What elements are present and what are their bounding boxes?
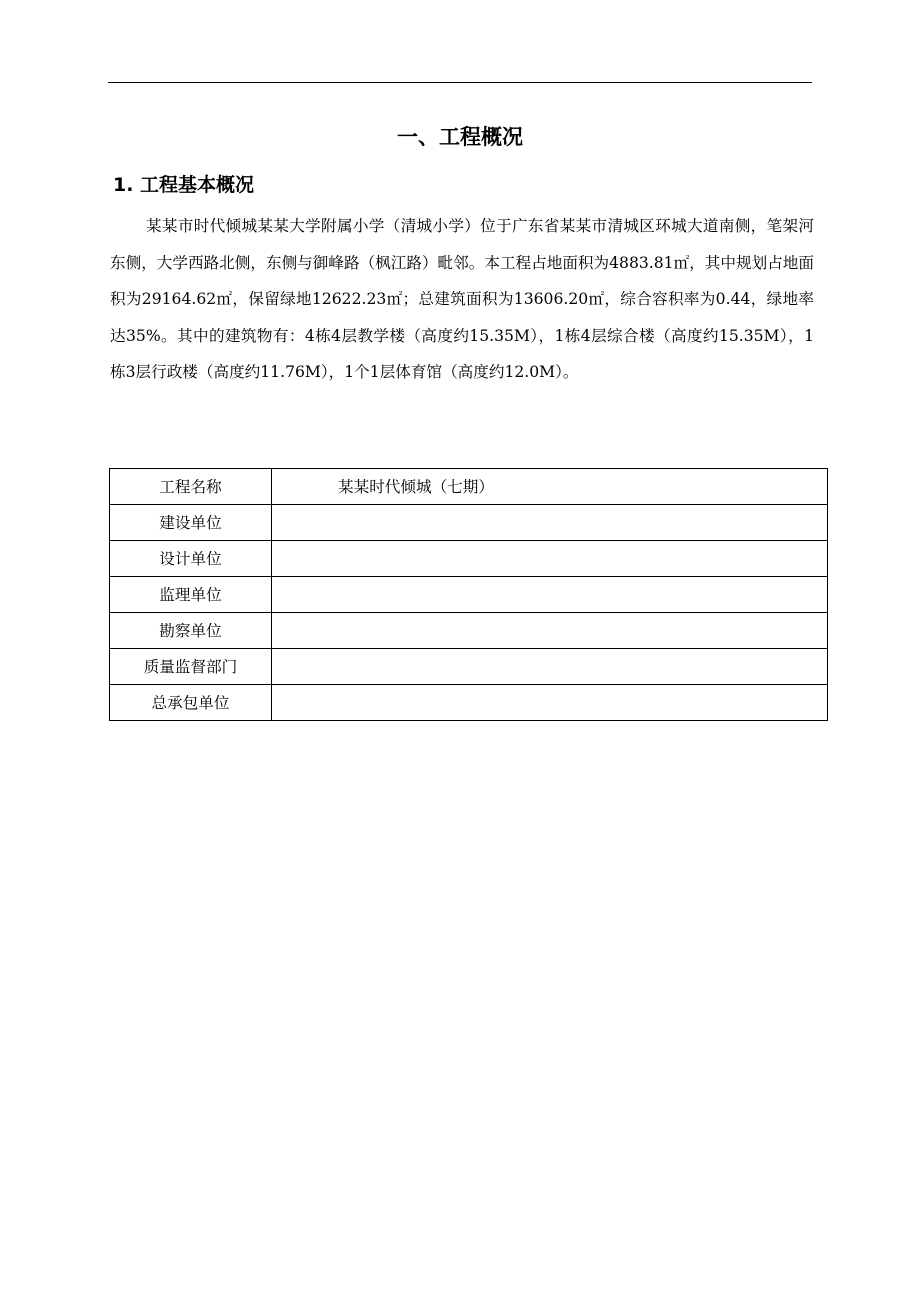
table-row (110, 505, 828, 541)
row-label-design-unit: 设计单位 (110, 541, 272, 577)
table-row (110, 577, 828, 613)
row-label-supervision-unit: 监理单位 (110, 577, 272, 613)
row-value-design-unit (272, 541, 828, 577)
section-title: 1. 工程基本概况 (113, 174, 255, 196)
table-row (110, 541, 828, 577)
table-row (110, 685, 828, 721)
row-value-supervision-unit (272, 577, 828, 613)
row-value-survey-unit (272, 613, 828, 649)
row-value-construction-unit (272, 505, 828, 541)
overview-paragraph: 某某市时代倾城某某大学附属小学（清城小学）位于广东省某某市清城区环城大道南侧，笔架河东侧，大学西路北侧，东侧与御峰路（枫江路）毗邻。本工程占地面积为4883.81㎡，其中规划占地面积为29164.62㎡，保留绿地12622.23㎡；总建筑面积为13606.20㎡，综合容积率为0.44，绿地率达35%。其中的建筑物有：4栋4层教学楼（高度约15.35M），1栋4层综合楼（高度约15.35M），1栋3层行政楼（高度约11.76M），1个1层体育馆（高度约12.0M）。 (110, 217, 814, 381)
table-row (110, 469, 828, 505)
row-label-quality-supervision: 质量监督部门 (110, 649, 272, 685)
project-info-table (109, 468, 828, 721)
table-row (110, 649, 828, 685)
row-label-general-contractor: 总承包单位 (110, 685, 272, 721)
row-value-quality-supervision (272, 649, 828, 685)
chapter-title: 一、工程概况 (397, 125, 523, 149)
row-label-project-name: 工程名称 (110, 469, 272, 505)
row-value-general-contractor (272, 685, 828, 721)
row-label-construction-unit: 建设单位 (110, 505, 272, 541)
table-row (110, 613, 828, 649)
row-value-project-name: 某某时代倾城（七期） (272, 469, 828, 505)
row-label-survey-unit: 勘察单位 (110, 613, 272, 649)
header-rule (108, 82, 812, 83)
